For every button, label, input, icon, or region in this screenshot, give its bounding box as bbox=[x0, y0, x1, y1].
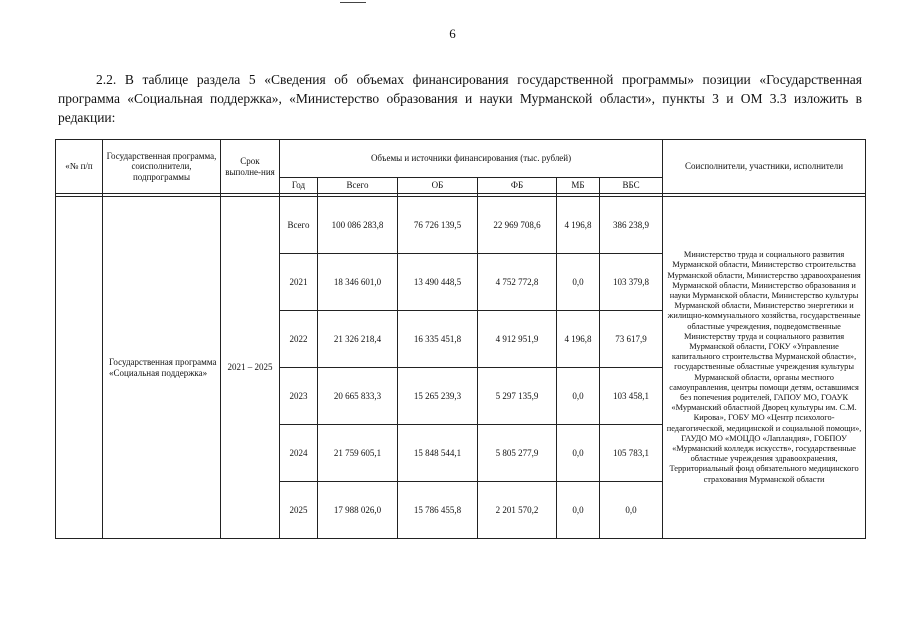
table-row bbox=[56, 197, 866, 254]
header-program: Государственная программа, соисполнители, подпрограммы bbox=[103, 140, 221, 194]
total-cell: 20 665 833,3 bbox=[318, 368, 398, 425]
term-cell: 2021 – 2025 bbox=[221, 197, 280, 539]
header-vbs: ВБС bbox=[600, 178, 663, 194]
program-name-cell: Государственная программа «Социальная поддержка» bbox=[103, 197, 221, 539]
year-cell: 2025 bbox=[280, 482, 318, 539]
vbs-cell: 73 617,9 bbox=[600, 311, 663, 368]
header-year: Год bbox=[280, 178, 318, 194]
total-cell: 18 346 601,0 bbox=[318, 254, 398, 311]
ob-cell: 15 265 239,3 bbox=[398, 368, 478, 425]
ob-cell: 15 848 544,1 bbox=[398, 425, 478, 482]
ob-cell: 13 490 448,5 bbox=[398, 254, 478, 311]
mb-cell: 0,0 bbox=[557, 254, 600, 311]
header-fb: ФБ bbox=[478, 178, 557, 194]
mb-cell: 0,0 bbox=[557, 482, 600, 539]
intro-paragraph: 2.2. В таблице раздела 5 «Сведения об объемах финансирования государственной программы» позиции «Государственная программа «Социальная поддержка», «Министерство образования и науки Мурманской области», пункты 3 и ОМ 3.3 изложить в редакции: bbox=[58, 72, 862, 125]
fb-cell: 5 297 135,9 bbox=[478, 368, 557, 425]
mb-cell: 0,0 bbox=[557, 425, 600, 482]
mb-cell: 4 196,8 bbox=[557, 311, 600, 368]
top-edge-mark bbox=[340, 2, 366, 3]
vbs-cell: 0,0 bbox=[600, 482, 663, 539]
ob-cell: 16 335 451,8 bbox=[398, 311, 478, 368]
header-num: «№ п/п bbox=[56, 140, 103, 194]
year-cell: 2021 bbox=[280, 254, 318, 311]
vbs-cell: 105 783,1 bbox=[600, 425, 663, 482]
mb-cell: 4 196,8 bbox=[557, 197, 600, 254]
total-cell: 17 988 026,0 bbox=[318, 482, 398, 539]
year-cell: 2023 bbox=[280, 368, 318, 425]
fb-cell: 22 969 708,6 bbox=[478, 197, 557, 254]
fb-cell: 2 201 570,2 bbox=[478, 482, 557, 539]
fb-cell: 5 805 277,9 bbox=[478, 425, 557, 482]
header-volumes: Объемы и источники финансирования (тыс. рублей) bbox=[280, 140, 663, 178]
mb-cell: 0,0 bbox=[557, 368, 600, 425]
financing-table bbox=[55, 139, 866, 539]
header-total: Всего bbox=[318, 178, 398, 194]
page-number: 6 bbox=[449, 26, 456, 41]
year-cell: Всего bbox=[280, 197, 318, 254]
header-mb: МБ bbox=[557, 178, 600, 194]
vbs-cell: 103 458,1 bbox=[600, 368, 663, 425]
total-cell: 21 759 605,1 bbox=[318, 425, 398, 482]
year-cell: 2024 bbox=[280, 425, 318, 482]
header-executors: Соисполнители, участники, исполнители bbox=[663, 140, 866, 194]
header-row-1 bbox=[56, 140, 866, 178]
total-cell: 100 086 283,8 bbox=[318, 197, 398, 254]
header-term: Срок выполне-ния bbox=[221, 140, 280, 194]
row-number-cell bbox=[56, 197, 103, 539]
year-cell: 2022 bbox=[280, 311, 318, 368]
ob-cell: 15 786 455,8 bbox=[398, 482, 478, 539]
executors-cell: Министерство труда и социального развития Мурманской области, Министерство строительства Мурманской области, Министерство здравоохранения Мурманской области, Министерство образования и науки Мурманской области, Министерство культуры Мурманской области, Министерство энергетики и жилищно-коммунального хозяйства, государственные областные учреждения, подведомственные Министерству труда и социального развития Мурманской области, ГОКУ «Управление капитального строительства Мурманской области», государственные областные учреждения культуры Мурманской области, органы местного самоуправления, центры помощи детям, оставшимся без попечения родителей, ГАПОУ МО, ГОАУК «Мурманский областной Дворец культуры им. С.М. Кирова», ГОБУ МО «Центр психолого-педагогической, медицинской и социальной помощи», ГАУДО МО «МОЦДО «Лапландия», ГОБПОУ «Мурманский колледж искусств», государственные областные учреждения здравоохранения, Территориальный фонд обязательного медицинского страхования Мурманской области bbox=[663, 197, 866, 539]
ob-cell: 76 726 139,5 bbox=[398, 197, 478, 254]
fb-cell: 4 752 772,8 bbox=[478, 254, 557, 311]
vbs-cell: 386 238,9 bbox=[600, 197, 663, 254]
vbs-cell: 103 379,8 bbox=[600, 254, 663, 311]
fb-cell: 4 912 951,9 bbox=[478, 311, 557, 368]
header-ob: ОБ bbox=[398, 178, 478, 194]
total-cell: 21 326 218,4 bbox=[318, 311, 398, 368]
